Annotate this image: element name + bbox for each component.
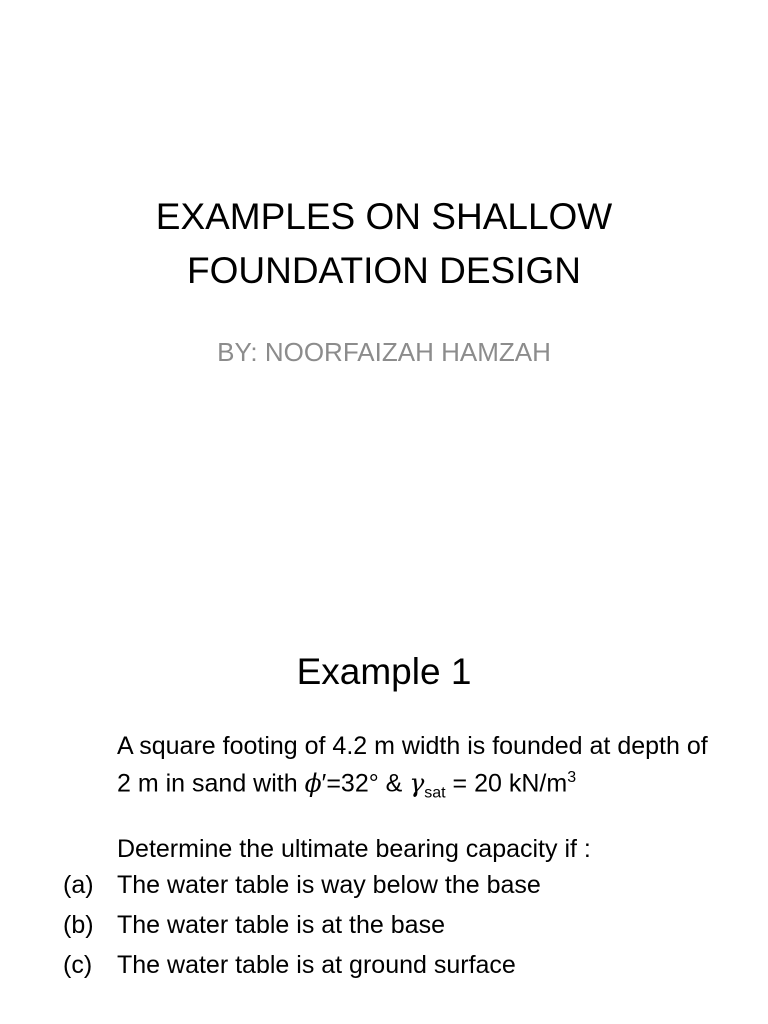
list-marker: (a) (63, 871, 94, 900)
statement-text-b: ′=32° & (321, 769, 410, 798)
list-text: The water table is way below the base (117, 871, 541, 900)
example-title: Example 1 (296, 651, 472, 692)
list-marker: (c) (63, 951, 93, 980)
title-line-2: FOUNDATION DESIGN (187, 250, 581, 291)
phi-symbol: ϕ (304, 768, 322, 798)
list-item (63, 905, 728, 945)
slide-title (60, 190, 708, 298)
unit-superscript: 3 (567, 769, 577, 786)
statement-text-c: = 20 kN/m (445, 769, 568, 798)
title-line-1: EXAMPLES ON SHALLOW (155, 196, 613, 237)
list-marker: (b) (63, 911, 94, 940)
question-prompt: Determine the ultimate bearing capacity if : (117, 835, 591, 864)
gamma-subscript: sat (424, 784, 446, 802)
slide-subtitle: BY: NOORFAIZAH HAMZAH (217, 337, 551, 367)
example-body (63, 730, 728, 985)
example-slide (0, 576, 768, 1024)
list-item (63, 945, 728, 985)
list-text: The water table is at ground surface (117, 951, 516, 980)
problem-statement (117, 730, 728, 809)
list-item (63, 865, 728, 905)
list-text: The water table is at the base (117, 911, 445, 940)
question-list (63, 865, 728, 985)
gamma-symbol: γ (409, 768, 425, 798)
statement-text-a: A square footing of 4.2 m width is founded at depth of 2 m in sand with (117, 732, 708, 798)
